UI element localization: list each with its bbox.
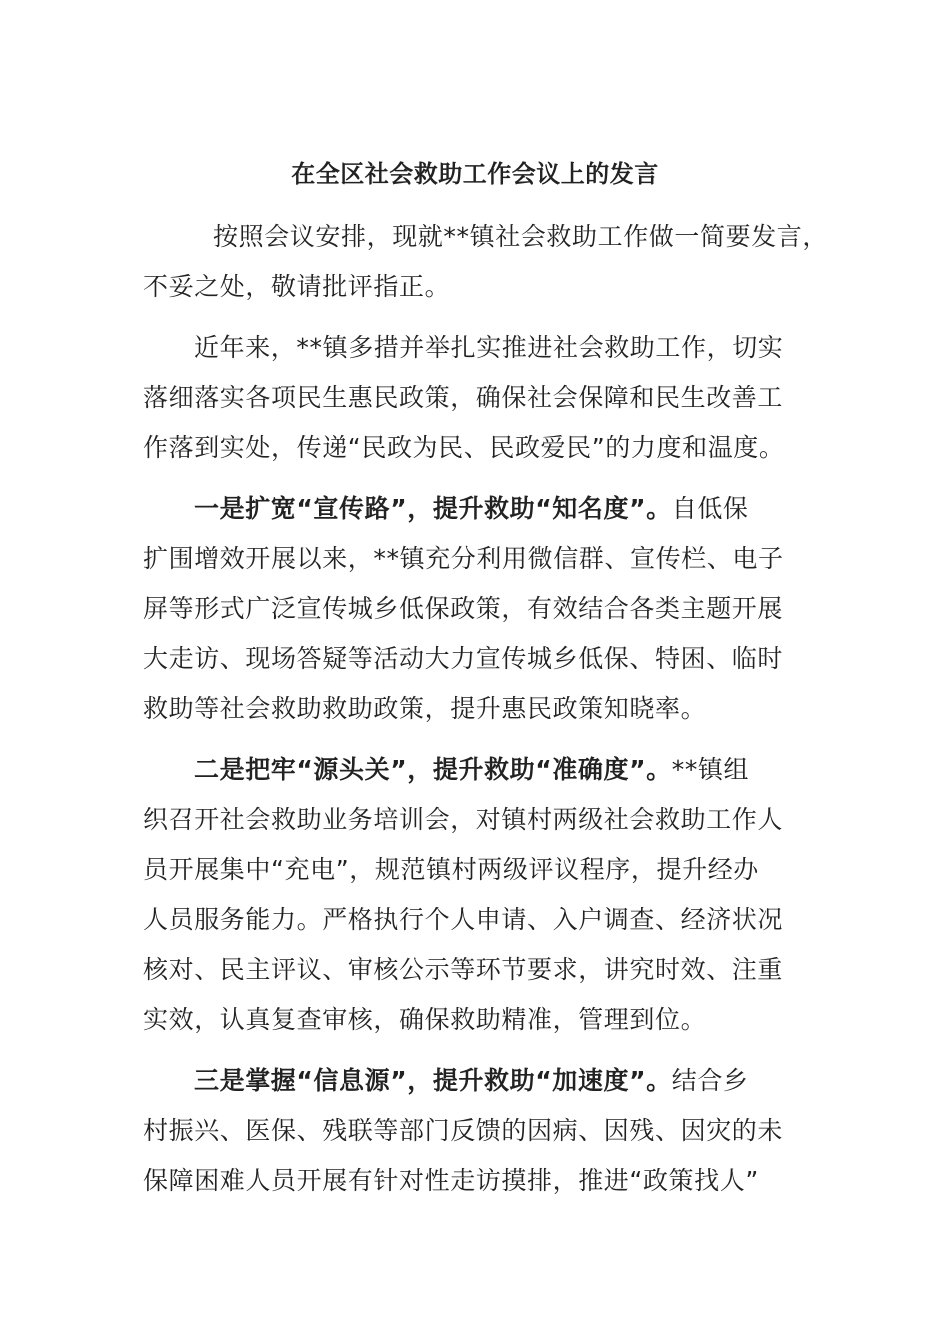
paragraph-1-line-1: 按照会议安排，现就**镇社会救助工作做一简要发言， <box>213 222 829 251</box>
paragraph-1-line-2: 不妥之处，敬请批评指正。 <box>143 272 451 301</box>
paragraph-3-line-2: 扩围增效开展以来，**镇充分利用微信群、宣传栏、电子 <box>143 544 784 573</box>
paragraph-4-line-6: 实效，认真复查审核，确保救助精准，管理到位。 <box>143 1005 707 1034</box>
paragraph-2-line-1: 近年来，**镇多措并举扎实推进社会救助工作，切实 <box>194 333 784 362</box>
section-heading-3: 三是掌握“信息源”，提升救助“加速度”。 <box>194 1066 672 1095</box>
paragraph-3-line-1 <box>194 489 749 529</box>
paragraph-3-line-4: 大走访、现场答疑等活动大力宣传城乡低保、特困、临时 <box>143 644 784 673</box>
paragraph-4-line-3: 员开展集中“充电”，规范镇村两级评议程序，提升经办 <box>143 855 759 884</box>
paragraph-4-line-1 <box>194 750 749 790</box>
paragraph-4-line-5: 核对、民主评议、审核公示等环节要求，讲究时效、注重 <box>143 955 784 984</box>
section-heading-1: 一是扩宽“宣传路”，提升救助“知名度”。 <box>194 494 672 523</box>
section-heading-2: 二是把牢“源头关”，提升救助“准确度”。 <box>194 755 672 784</box>
paragraph-4-line-2: 织召开社会救助业务培训会，对镇村两级社会救助工作人 <box>143 805 784 834</box>
paragraph-3-line-3: 屏等形式广泛宣传城乡低保政策，有效结合各类主题开展 <box>143 594 784 623</box>
paragraph-2-line-2: 落细落实各项民生惠民政策，确保社会保障和民生改善工 <box>143 383 784 412</box>
paragraph-4-line-1-text: **镇组 <box>671 755 750 784</box>
paragraph-3-line-1-text: 自低保 <box>671 494 749 523</box>
paragraph-5-line-3: 保障困难人员开展有针对性走访摸排，推进“政策找人” <box>143 1166 759 1195</box>
paragraph-5-line-1-text: 结合乡 <box>671 1066 749 1095</box>
paragraph-2-line-3: 作落到实处，传递“民政为民、民政爱民”的力度和温度。 <box>143 433 785 462</box>
document-title: 在全区社会救助工作会议上的发言 <box>291 160 659 188</box>
paragraph-4-line-4: 人员服务能力。严格执行个人申请、入户调查、经济状况 <box>143 905 784 934</box>
paragraph-5-line-2: 村振兴、医保、残联等部门反馈的因病、因残、因灾的未 <box>143 1116 784 1145</box>
paragraph-3-line-5: 救助等社会救助救助政策，提升惠民政策知晓率。 <box>143 694 707 723</box>
paragraph-5-line-1 <box>194 1061 749 1101</box>
